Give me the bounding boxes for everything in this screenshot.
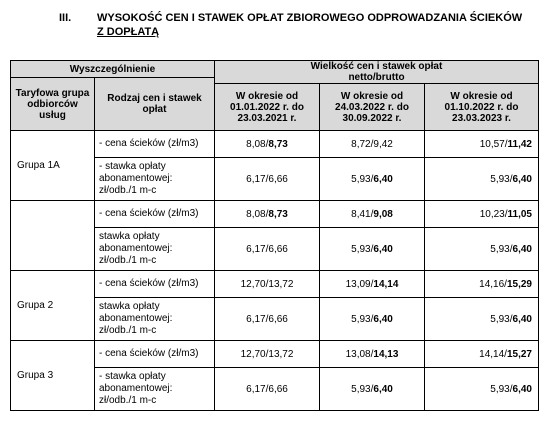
net-value: 13,08/ xyxy=(345,348,374,360)
rate-value xyxy=(320,131,425,158)
rate-kind: stawka opłaty abonamentowej: zł/odb./1 m-c xyxy=(95,228,215,271)
rate-value xyxy=(425,298,539,341)
rate-kind: - cena ścieków (zł/m3) xyxy=(95,341,215,368)
rate-value xyxy=(215,228,320,271)
header-group: Taryfowa grupa odbiorców usług xyxy=(11,78,95,131)
rate-value xyxy=(425,201,539,228)
net-value: 6,17/6,66 xyxy=(246,313,288,325)
net-value: 13,09/ xyxy=(345,278,374,290)
rate-value xyxy=(215,201,320,228)
gross-value: 6,40 xyxy=(373,383,393,395)
table-row xyxy=(11,271,539,298)
rate-value xyxy=(215,158,320,201)
rate-value xyxy=(215,271,320,298)
net-value: 5,93/ xyxy=(351,173,374,185)
net-value: 14,16/ xyxy=(479,278,507,290)
gross-value: 8,73 xyxy=(268,138,288,150)
header-period-1: W okresie od 01.01.2022 r. do 23.03.2021 r. xyxy=(215,84,320,131)
net-value: 8,08/ xyxy=(246,138,269,150)
net-value: 6,17/6,66 xyxy=(246,173,288,185)
rate-value xyxy=(425,228,539,271)
section-title: WYSOKOŚĆ CEN I STAWEK OPŁAT ZBIOROWEGO ODPROWADZANIA ŚCIEKÓW xyxy=(97,12,523,24)
header-values-line1: Wielkość cen i stawek opłat xyxy=(310,61,443,72)
net-value: 6,17/6,66 xyxy=(246,383,288,395)
group-name: Grupa 3 xyxy=(11,341,95,411)
gross-value: 6,40 xyxy=(373,173,393,185)
rate-value xyxy=(320,341,425,368)
net-value: 5,93/ xyxy=(351,313,374,325)
rate-value xyxy=(215,131,320,158)
rate-value xyxy=(320,228,425,271)
net-value: 5,93/ xyxy=(351,383,374,395)
section-subtitle: Z DOPŁATĄ xyxy=(97,26,160,38)
net-value: 5,93/ xyxy=(490,383,513,395)
gross-value: 6,40 xyxy=(373,243,393,255)
rate-value xyxy=(425,271,539,298)
net-value: 12,70/13,72 xyxy=(240,278,294,290)
gross-value: 6,40 xyxy=(512,173,532,185)
net-value: 12,70/13,72 xyxy=(240,348,294,360)
gross-value: 8,73 xyxy=(268,208,288,220)
group-name: Grupa 2 xyxy=(11,271,95,341)
rate-value xyxy=(320,201,425,228)
rate-value xyxy=(215,341,320,368)
section-heading xyxy=(0,0,547,50)
net-value: 8,08/ xyxy=(246,208,269,220)
net-value: 5,93/ xyxy=(351,243,374,255)
rate-value xyxy=(320,298,425,341)
header-values xyxy=(215,61,539,84)
header-kind: Rodzaj cen i stawek opłat xyxy=(95,78,215,131)
tariff-table xyxy=(10,60,539,411)
section-number: III. xyxy=(59,12,72,24)
gross-value: 11,05 xyxy=(507,208,532,220)
header-values-line2: netto/brutto xyxy=(348,72,405,83)
group-name xyxy=(11,201,95,271)
gross-value: 14,14 xyxy=(373,278,399,290)
gross-value: 15,27 xyxy=(506,348,532,360)
net-value: 5,93/ xyxy=(490,313,513,325)
rate-value xyxy=(425,341,539,368)
net-value: 5,93/ xyxy=(490,243,513,255)
rate-kind: - stawka opłaty abonamentowej: zł/odb./1 m-c xyxy=(95,158,215,201)
rate-kind: - cena ścieków (zł/m3) xyxy=(95,271,215,298)
header-period-2: W okresie od 24.03.2022 r. do 30.09.2022 r. xyxy=(320,84,425,131)
net-value: 8,41/ xyxy=(351,208,374,220)
header-specification: Wyszczególnienie xyxy=(11,61,215,78)
gross-value: 9,08 xyxy=(373,208,393,220)
rate-value xyxy=(320,158,425,201)
net-value: 14,14/ xyxy=(479,348,507,360)
table-row xyxy=(11,341,539,368)
rate-value xyxy=(425,158,539,201)
net-value: 10,57/ xyxy=(479,138,508,150)
gross-value: 6,40 xyxy=(512,243,532,255)
rate-value xyxy=(215,298,320,341)
gross-value: 11,42 xyxy=(507,138,532,150)
gross-value: 6,40 xyxy=(512,313,532,325)
group-name: Grupa 1A xyxy=(11,131,95,201)
rate-value xyxy=(425,131,539,158)
rate-kind: - cena ścieków (zł/m3) xyxy=(95,131,215,158)
rate-kind: - stawka opłaty abonamentowej: zł/odb./1 m-c xyxy=(95,368,215,411)
rate-kind: stawka opłaty abonamentowej: zł/odb./1 m-c xyxy=(95,298,215,341)
net-value: 10,23/ xyxy=(479,208,508,220)
rate-value xyxy=(425,368,539,411)
gross-value: 6,40 xyxy=(512,383,532,395)
rate-value xyxy=(215,368,320,411)
table-row xyxy=(11,131,539,158)
rate-value xyxy=(320,271,425,298)
rate-kind: - cena ścieków (zł/m3) xyxy=(95,201,215,228)
gross-value: 15,29 xyxy=(506,278,532,290)
header-period-3: W okresie od 01.10.2022 r. do 23.03.2023 r. xyxy=(425,84,539,131)
net-value: 5,93/ xyxy=(490,173,513,185)
gross-value: 6,40 xyxy=(373,313,393,325)
net-value: 6,17/6,66 xyxy=(246,243,288,255)
table-row xyxy=(11,201,539,228)
gross-value: 14,13 xyxy=(373,348,399,360)
rate-value xyxy=(320,368,425,411)
net-value: 8,72/9,42 xyxy=(351,138,393,150)
